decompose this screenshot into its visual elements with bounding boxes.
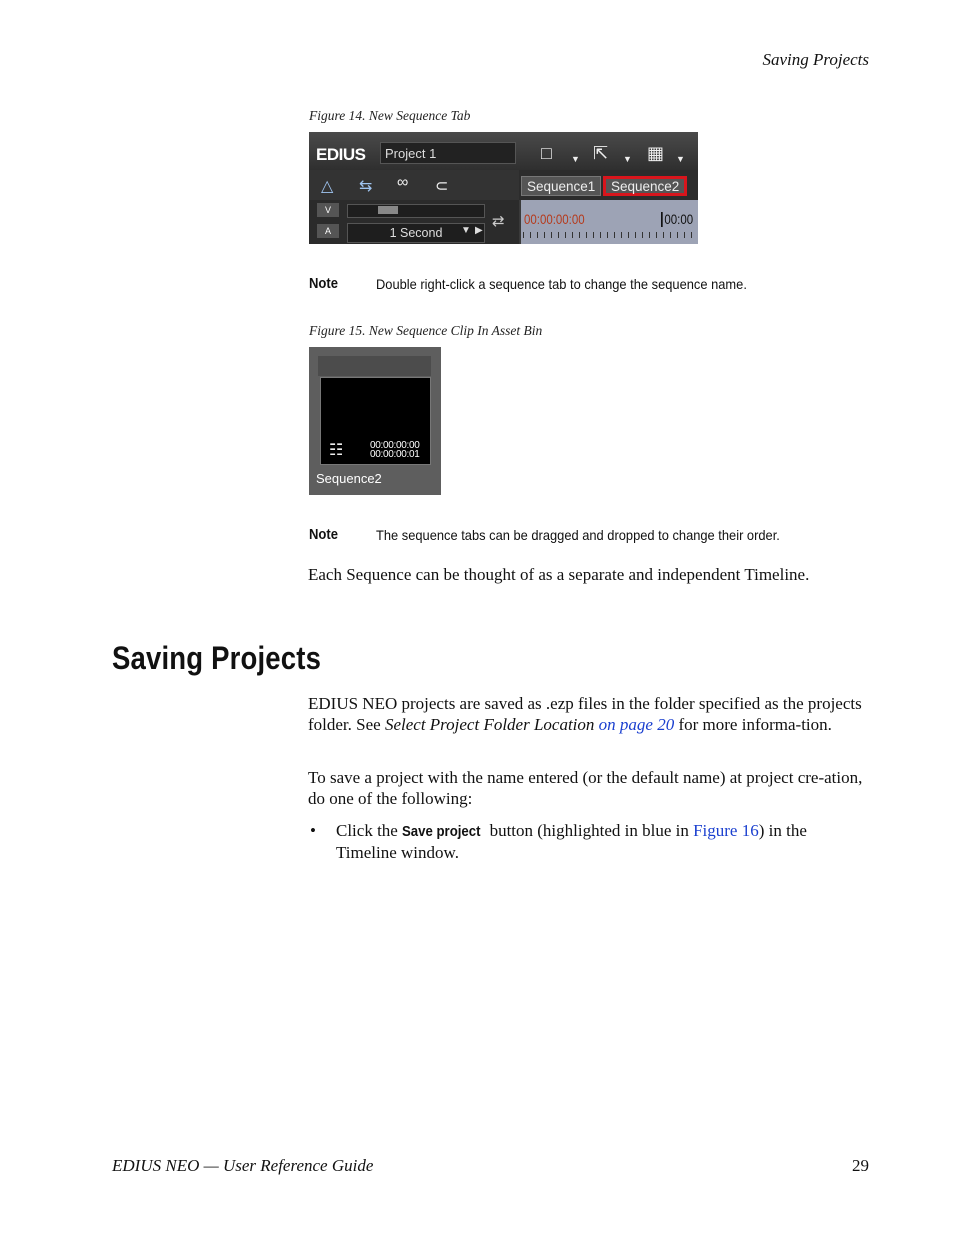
ruler-ticks bbox=[523, 232, 698, 238]
chevron-down-icon[interactable]: ▼ bbox=[623, 154, 632, 164]
bullet-text: ) in the Timeline window. bbox=[336, 821, 807, 862]
figure-14-new-sequence-tab bbox=[309, 132, 698, 244]
ui-label-save-project: Save project bbox=[402, 823, 481, 840]
sync-icon[interactable]: ⇄ bbox=[492, 213, 505, 230]
zoom-slider[interactable] bbox=[347, 204, 485, 218]
cross-reference-title: Select Project Folder Location bbox=[384, 714, 595, 734]
bullet-text: button (highlighted in blue in bbox=[485, 821, 694, 840]
link-icon[interactable]: ∞ bbox=[397, 174, 409, 191]
clip-timecode-duration: 00:00:00:01 bbox=[370, 449, 420, 460]
tab-sequence2[interactable]: Sequence2 bbox=[603, 176, 687, 196]
ripple-icon[interactable]: ⇆ bbox=[359, 178, 373, 195]
body-paragraph bbox=[308, 694, 873, 735]
section-heading: Saving Projects bbox=[112, 640, 322, 676]
paragraph-text: EDIUS NEO projects are saved as .ezp files in the folder specified as the projects folder. See bbox=[308, 694, 862, 734]
footer-title: EDIUS NEO — User Reference Guide bbox=[112, 1156, 374, 1175]
figure-14-caption: Figure 14. New Sequence Tab bbox=[309, 108, 471, 123]
timeline-tool-row bbox=[309, 170, 519, 200]
clip-timecode-in: 00:00:00:00 bbox=[370, 440, 420, 451]
open-project-icon[interactable]: ⇱ bbox=[593, 143, 609, 163]
sequence-icon: ☷ bbox=[329, 442, 344, 459]
note-text: Double right-click a sequence tab to change the sequence name. bbox=[376, 276, 747, 292]
scale-right-arrow-icon[interactable]: ▶ bbox=[475, 225, 483, 236]
figure-link[interactable]: Figure 16 bbox=[693, 821, 759, 840]
mode-icon[interactable]: △ bbox=[321, 178, 334, 195]
timecode-start: 00:00:00:00 bbox=[524, 212, 585, 227]
body-paragraph: To save a project with the name entered (or the default name) at project cre-ation, do one of the following: bbox=[308, 768, 863, 808]
running-head: Saving Projects bbox=[762, 50, 869, 69]
page-link[interactable]: on page 20 bbox=[598, 714, 675, 734]
timecode-next: 00:00 bbox=[661, 212, 693, 227]
page-number: 29 bbox=[852, 1156, 869, 1175]
clip-header-bar bbox=[318, 356, 431, 376]
clip-name: Sequence2 bbox=[316, 471, 382, 486]
paragraph-text: for more informa-tion. bbox=[674, 714, 832, 734]
timescale-select[interactable]: 1 Second bbox=[347, 223, 485, 243]
edius-logo: EDIUS bbox=[316, 145, 366, 164]
figure-15-caption: Figure 15. New Sequence Clip In Asset Bin bbox=[309, 323, 543, 338]
bullet-icon: • bbox=[310, 821, 316, 840]
note-label: Note bbox=[309, 276, 339, 292]
save-project-icon[interactable]: ▦ bbox=[647, 143, 665, 163]
note-text: The sequence tabs can be dragged and dropped to change their order. bbox=[376, 527, 780, 543]
new-sequence-icon[interactable]: □ bbox=[541, 143, 552, 163]
chevron-down-icon[interactable]: ▼ bbox=[461, 225, 471, 236]
body-paragraph: Each Sequence can be thought of as a separate and independent Timeline. bbox=[308, 565, 810, 584]
note-label: Note bbox=[309, 527, 339, 543]
bullet-item bbox=[336, 821, 856, 863]
figure-15-asset-bin-clip bbox=[309, 347, 441, 495]
chevron-down-icon[interactable]: ▼ bbox=[676, 154, 685, 164]
snap-icon[interactable]: ⊂ bbox=[435, 178, 449, 195]
tab-sequence1[interactable]: Sequence1 bbox=[521, 176, 601, 196]
video-track-button[interactable]: V bbox=[317, 203, 339, 217]
chevron-down-icon[interactable]: ▼ bbox=[571, 154, 580, 164]
slider-knob[interactable] bbox=[378, 206, 398, 214]
audio-track-button[interactable]: A bbox=[317, 224, 339, 238]
project-name-field[interactable]: Project 1 bbox=[380, 142, 516, 164]
bullet-text: Click the bbox=[336, 821, 403, 840]
